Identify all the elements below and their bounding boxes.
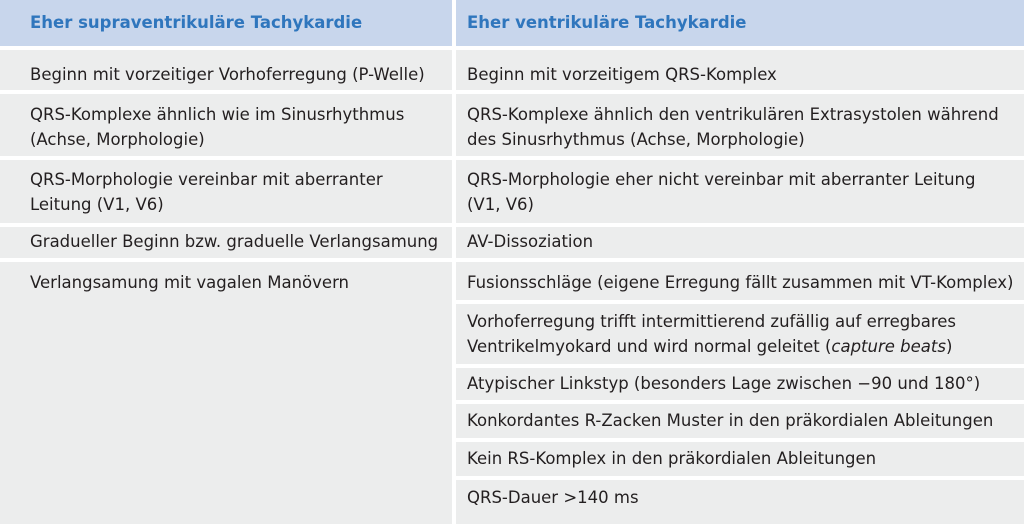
right-cell: Beginn mit vorzeitigem QRS-Komplex: [467, 65, 777, 84]
right-cell: Konkordantes R-Zacken Muster in den präkordialen Ableitungen: [467, 411, 994, 430]
row-divider: [456, 90, 1024, 94]
row-divider: [0, 258, 452, 262]
row-divider: [456, 438, 1024, 442]
header-right: Eher ventrikuläre Tachykardie: [467, 13, 747, 32]
row-divider: [456, 300, 1024, 304]
left-cell: Beginn mit vorzeitiger Vorhoferregung (P-Welle): [30, 65, 425, 84]
row-divider: [456, 223, 1024, 227]
right-cell: Atypischer Linkstyp (besonders Lage zwischen −90 und 180°): [467, 374, 981, 393]
row-divider: [456, 476, 1024, 480]
right-cell: Kein RS-Komplex in den präkordialen Ableitungen: [467, 449, 877, 468]
right-cell: QRS-Komplexe ähnlich den ventrikulären Extrasystolen während des Sinusrhythmus (Achse, Morphologie): [467, 105, 999, 149]
row-divider: [0, 156, 452, 160]
right-cell: QRS-Dauer >140 ms: [467, 488, 639, 507]
right-cell: Vorhoferregung trifft intermittierend zufällig auf erregbares Ventrikelmyokard und wird normal geleitet (capture beats): [467, 312, 957, 356]
left-cell: Verlangsamung mit vagalen Manövern: [30, 273, 350, 292]
header-divider: [0, 46, 1024, 50]
left-cell: Gradueller Beginn bzw. graduelle Verlangsamung: [30, 232, 439, 251]
row-divider: [0, 223, 452, 227]
right-cell: AV-Dissoziation: [467, 232, 594, 251]
header-left: Eher supraventrikuläre Tachykardie: [30, 13, 363, 32]
row-divider: [456, 400, 1024, 404]
row-divider: [456, 156, 1024, 160]
row-divider: [456, 258, 1024, 262]
table-header: [0, 0, 1024, 46]
column-divider: [452, 0, 456, 524]
right-cell: Fusionsschläge (eigene Erregung fällt zusammen mit VT-Komplex): [467, 273, 1014, 292]
left-cell: QRS-Morphologie vereinbar mit aberranter Leitung (V1, V6): [30, 170, 383, 214]
left-cell: QRS-Komplexe ähnlich wie im Sinusrhythmus (Achse, Morphologie): [30, 105, 405, 149]
right-cell: QRS-Morphologie eher nicht vereinbar mit aberranter Leitung (V1, V6): [467, 170, 976, 214]
row-divider: [456, 364, 1024, 368]
row-divider: [0, 90, 452, 94]
emphasis-text: capture beats: [831, 337, 946, 356]
